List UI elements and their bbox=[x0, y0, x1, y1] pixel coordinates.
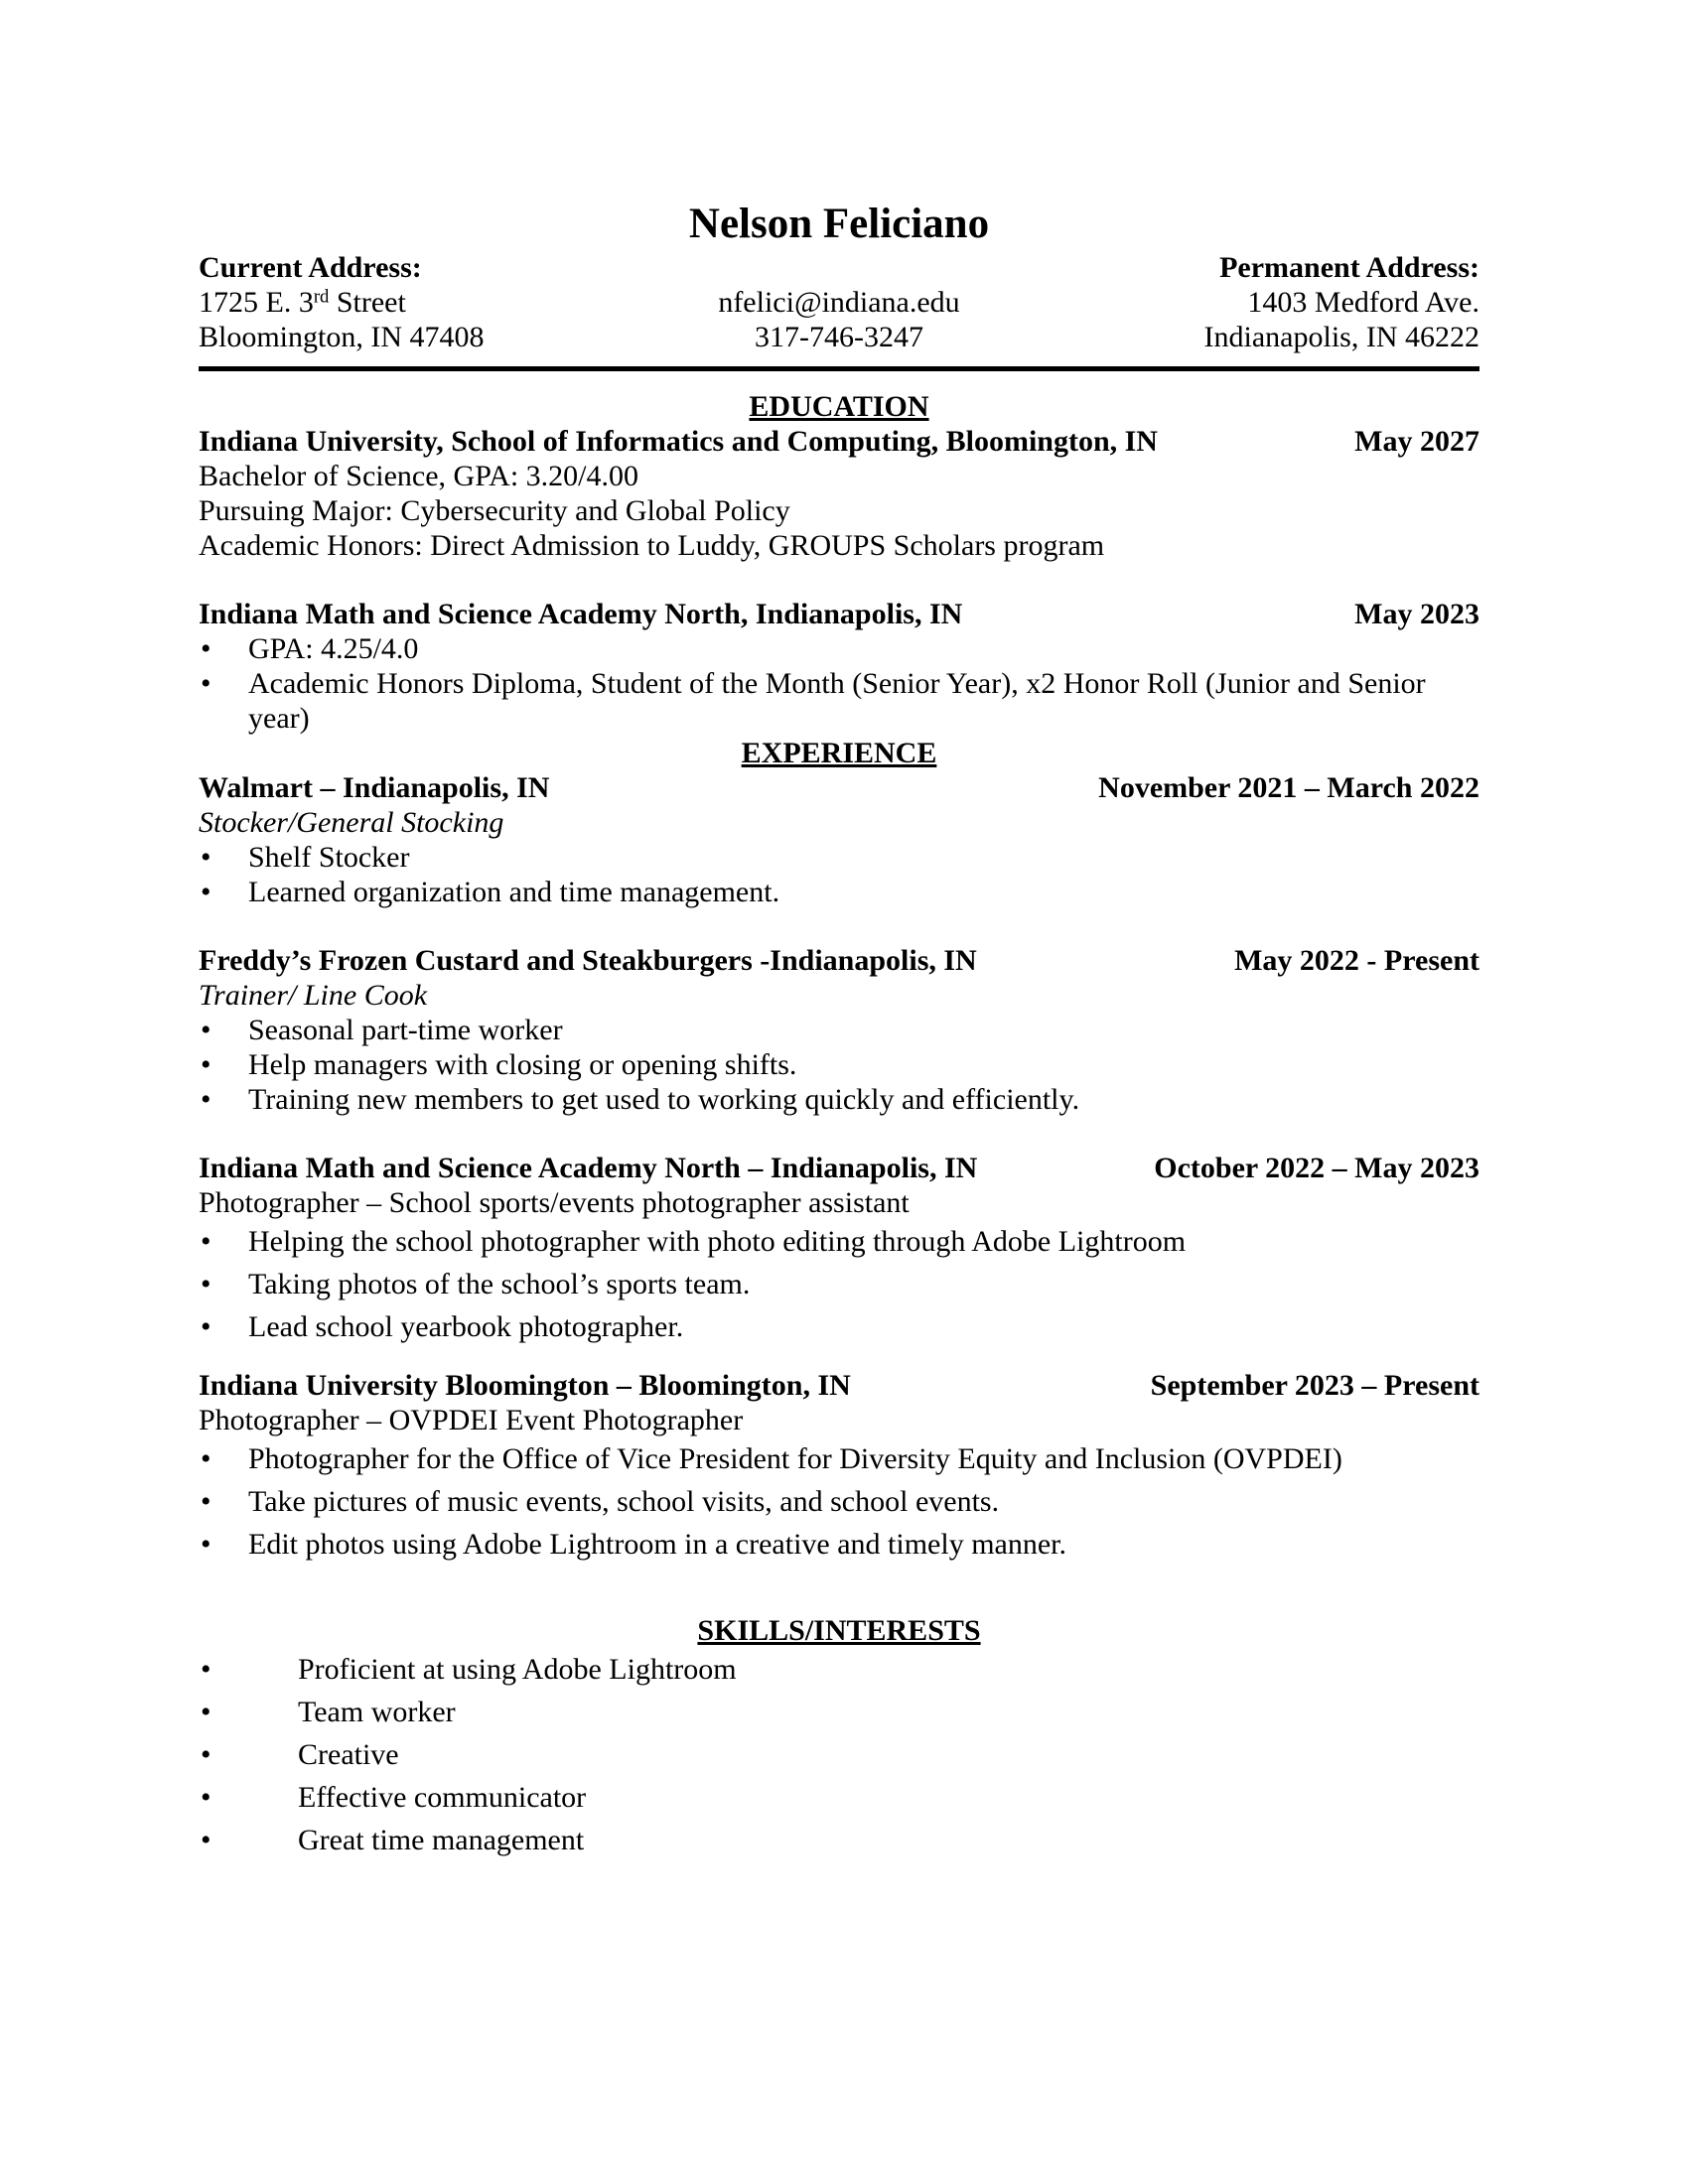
bullet-icon: • bbox=[201, 1652, 211, 1686]
bullet-icon: • bbox=[201, 1695, 211, 1728]
permanent-address-line2: Indianapolis, IN 46222 bbox=[1203, 320, 1479, 353]
graduation-date: May 2023 bbox=[1354, 597, 1479, 630]
employer: Walmart – Indianapolis, IN bbox=[199, 770, 550, 804]
bullet-text: Lead school yearbook photographer. bbox=[248, 1309, 684, 1343]
permanent-address bbox=[1053, 250, 1479, 354]
bullet-icon: • bbox=[201, 1013, 211, 1046]
experience-bullets bbox=[199, 840, 1479, 909]
education-entry-iu bbox=[199, 424, 1479, 563]
current-address-line2: Bloomington, IN 47408 bbox=[199, 320, 485, 353]
list-item bbox=[199, 1733, 1479, 1776]
employer: Indiana Math and Science Academy North – Indianapolis, IN bbox=[199, 1151, 978, 1184]
bullet-text: Help managers with closing or opening shifts. bbox=[248, 1047, 797, 1081]
bullet-icon: • bbox=[201, 1082, 211, 1116]
bullet-icon: • bbox=[201, 875, 211, 908]
contact-info bbox=[626, 250, 1053, 354]
bullet-icon: • bbox=[201, 1309, 211, 1343]
permanent-address-label: Permanent Address: bbox=[1219, 250, 1479, 284]
job-title: Stocker/General Stocking bbox=[199, 805, 504, 839]
list-item bbox=[199, 1013, 1479, 1047]
experience-entry-iu-photographer bbox=[199, 1368, 1479, 1566]
major-line: Pursuing Major: Cybersecurity and Global Policy bbox=[199, 493, 790, 527]
street-number: 1725 E. 3 bbox=[199, 285, 314, 319]
bullet-icon: • bbox=[201, 1780, 211, 1814]
education-header-row bbox=[199, 424, 1479, 459]
bullet-text: GPA: 4.25/4.0 bbox=[248, 631, 419, 665]
bullet-text: Taking photos of the school’s sports team. bbox=[248, 1267, 751, 1300]
bullet-text: Shelf Stocker bbox=[248, 840, 410, 874]
list-item bbox=[199, 1819, 1479, 1861]
job-title: Trainer/ Line Cook bbox=[199, 978, 428, 1012]
education-bullets bbox=[199, 631, 1479, 736]
permanent-address-line1: 1403 Medford Ave. bbox=[1247, 285, 1479, 319]
experience-entry-freddys bbox=[199, 943, 1479, 1117]
list-item bbox=[199, 1082, 1479, 1117]
current-address-label: Current Address: bbox=[199, 250, 422, 284]
list-item bbox=[199, 1523, 1479, 1566]
bullet-icon: • bbox=[201, 1267, 211, 1300]
experience-entry-walmart bbox=[199, 770, 1479, 909]
bullet-icon: • bbox=[201, 1047, 211, 1081]
bullet-icon: • bbox=[201, 631, 211, 665]
employer: Indiana University Bloomington – Bloomington, IN bbox=[199, 1368, 851, 1402]
current-address bbox=[199, 250, 626, 354]
candidate-name: Nelson Feliciano bbox=[688, 201, 990, 247]
contact-block bbox=[199, 250, 1479, 354]
list-item bbox=[199, 875, 1479, 909]
list-item bbox=[199, 1263, 1479, 1305]
current-address-line1 bbox=[199, 285, 626, 320]
experience-bullets bbox=[199, 1013, 1479, 1117]
list-item bbox=[199, 1220, 1479, 1263]
bullet-icon: • bbox=[201, 1823, 211, 1856]
list-item bbox=[199, 840, 1479, 875]
bullet-icon: • bbox=[201, 1441, 211, 1475]
list-item bbox=[199, 1648, 1479, 1691]
resume-content bbox=[199, 199, 1479, 1861]
skill-text: Proficient at using Adobe Lightroom bbox=[298, 1652, 737, 1686]
school-name: Indiana Math and Science Academy North, Indianapolis, IN bbox=[199, 597, 963, 630]
bullet-text: Take pictures of music events, school visits, and school events. bbox=[248, 1484, 1000, 1518]
bullet-icon: • bbox=[201, 1484, 211, 1518]
bullet-icon: • bbox=[201, 840, 211, 874]
list-item bbox=[199, 1776, 1479, 1819]
experience-header-row bbox=[199, 1151, 1479, 1185]
employment-dates: May 2022 - Present bbox=[1234, 943, 1479, 977]
skill-text: Creative bbox=[298, 1737, 399, 1771]
list-item bbox=[199, 1047, 1479, 1082]
education-entry-imsa bbox=[199, 597, 1479, 736]
bullet-icon: • bbox=[201, 1224, 211, 1258]
skills-heading: SKILLS/INTERESTS bbox=[697, 1613, 981, 1647]
bullet-text: Academic Honors Diploma, Student of the Month (Senior Year), x2 Honor Roll (Junior and Senior year) bbox=[248, 666, 1426, 735]
experience-header-row bbox=[199, 1368, 1479, 1403]
skill-text: Team worker bbox=[298, 1695, 456, 1728]
experience-entry-imsa-photographer bbox=[199, 1151, 1479, 1348]
job-title: Photographer – School sports/events photographer assistant bbox=[199, 1185, 910, 1219]
list-item bbox=[199, 1305, 1479, 1348]
education-header-row bbox=[199, 597, 1479, 631]
bullet-icon: • bbox=[201, 1527, 211, 1561]
experience-header-row bbox=[199, 943, 1479, 978]
employer: Freddy’s Frozen Custard and Steakburgers -Indianapolis, IN bbox=[199, 943, 977, 977]
ordinal-suffix: rd bbox=[313, 286, 330, 308]
education-heading: EDUCATION bbox=[749, 389, 929, 423]
experience-bullets bbox=[199, 1220, 1479, 1348]
bullet-text: Training new members to get used to working quickly and efficiently. bbox=[248, 1082, 1080, 1116]
email[interactable]: nfelici@indiana.edu bbox=[718, 285, 960, 319]
bullet-text: Seasonal part-time worker bbox=[248, 1013, 563, 1046]
list-item bbox=[199, 1437, 1479, 1480]
experience-heading: EXPERIENCE bbox=[741, 736, 937, 769]
list-item bbox=[199, 1480, 1479, 1523]
bullet-text: Helping the school photographer with photo editing through Adobe Lightroom bbox=[248, 1224, 1187, 1258]
list-item bbox=[199, 631, 1479, 666]
employment-dates: September 2023 – Present bbox=[1150, 1368, 1479, 1402]
skills-list bbox=[199, 1648, 1479, 1861]
honors-line: Academic Honors: Direct Admission to Luddy, GROUPS Scholars program bbox=[199, 528, 1105, 562]
school-name: Indiana University, School of Informatics and Computing, Bloomington, IN bbox=[199, 424, 1158, 458]
bullet-icon: • bbox=[201, 666, 211, 700]
bullet-text: Photographer for the Office of Vice President for Diversity Equity and Inclusion (OVPDEI) bbox=[248, 1441, 1342, 1475]
list-item bbox=[199, 1691, 1479, 1733]
street-suffix: Street bbox=[329, 285, 406, 319]
experience-bullets bbox=[199, 1437, 1479, 1566]
skill-text: Great time management bbox=[298, 1823, 585, 1856]
bullet-icon: • bbox=[201, 1737, 211, 1771]
graduation-date: May 2027 bbox=[1354, 424, 1479, 458]
job-title: Photographer – OVPDEI Event Photographer bbox=[199, 1403, 744, 1436]
bullet-text: Edit photos using Adobe Lightroom in a creative and timely manner. bbox=[248, 1527, 1067, 1561]
phone: 317-746-3247 bbox=[755, 320, 923, 353]
experience-header-row bbox=[199, 770, 1479, 805]
list-item bbox=[199, 666, 1479, 736]
bullet-text: Learned organization and time management. bbox=[248, 875, 780, 908]
skill-text: Effective communicator bbox=[298, 1780, 587, 1814]
employment-dates: October 2022 – May 2023 bbox=[1154, 1151, 1479, 1184]
employment-dates: November 2021 – March 2022 bbox=[1098, 770, 1479, 804]
degree-line: Bachelor of Science, GPA: 3.20/4.00 bbox=[199, 459, 638, 492]
